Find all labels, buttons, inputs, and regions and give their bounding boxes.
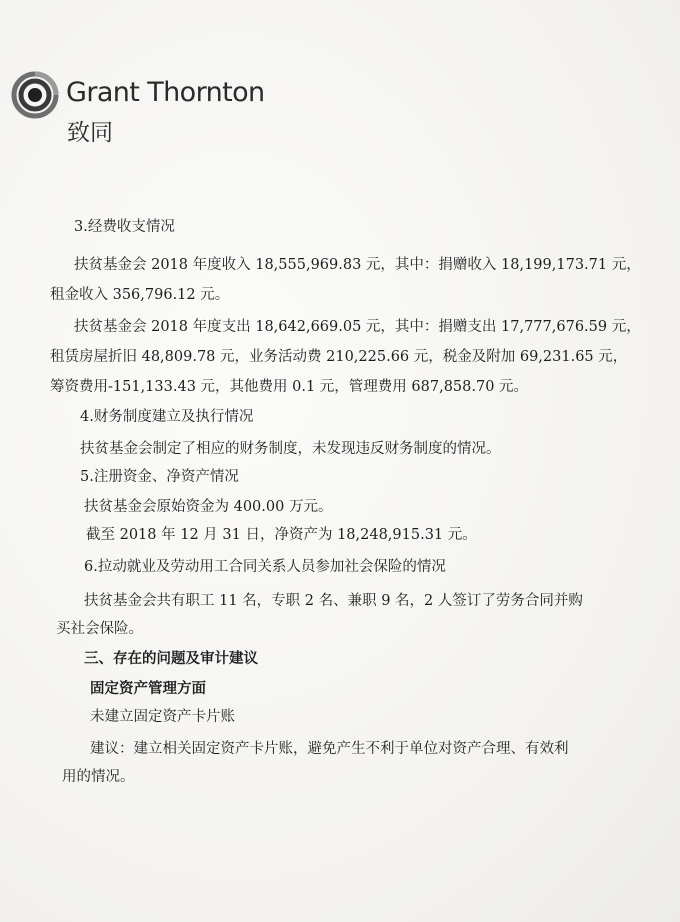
grant-thornton-logo bbox=[11, 67, 311, 147]
brand-name: Grant Thornton bbox=[66, 77, 265, 108]
section-5-body: 截至 2018 年 12 月 31 日，净资产为 18,248,915.31 元。 bbox=[86, 527, 477, 543]
grant-thornton-ring-logo-icon bbox=[11, 71, 59, 119]
section-5-heading: 5.注册资金、净资产情况 bbox=[80, 469, 239, 485]
section-4-heading: 4.财务制度建立及执行情况 bbox=[80, 409, 254, 425]
income-paragraph-line: 扶贫基金会 2018 年度收入 18,555,969.83 元，其中：捐赠收入 18,199,173.71 元， bbox=[74, 257, 641, 273]
section-4-body: 扶贫基金会制定了相应的财务制度，未发现违反财务制度的情况。 bbox=[80, 441, 501, 457]
section-5-body: 扶贫基金会原始资金为 400.00 万元。 bbox=[84, 499, 333, 515]
income-paragraph-line: 租金收入 356,796.12 元。 bbox=[50, 287, 230, 303]
section-6-body: 买社会保险。 bbox=[56, 621, 143, 637]
section-6-heading: 6.拉动就业及劳动用工合同关系人员参加社会保险的情况 bbox=[84, 559, 446, 575]
expense-paragraph-line: 筹资费用-151,133.43 元，其他费用 0.1 元，管理费用 687,858.70 元。 bbox=[50, 379, 529, 395]
section-3-heading: 3.经费收支情况 bbox=[74, 219, 175, 235]
brand-chinese-name: 致同 bbox=[67, 120, 113, 146]
suggestion-line: 用的情况。 bbox=[62, 769, 135, 785]
fixed-assets-issue: 未建立固定资产卡片账 bbox=[90, 709, 235, 725]
fixed-assets-heading: 固定资产管理方面 bbox=[90, 680, 206, 697]
suggestion-line: 建议：建立相关固定资产卡片账，避免产生不利于单位对资产合理、有效利 bbox=[90, 741, 569, 757]
expense-paragraph-line: 租赁房屋折旧 48,809.78 元，业务活动费 210,225.66 元，税金及附加 69,231.65 元， bbox=[50, 349, 628, 365]
expense-paragraph-line: 扶贫基金会 2018 年度支出 18,642,669.05 元，其中：捐赠支出 17,777,676.59 元， bbox=[74, 319, 641, 335]
section-6-body: 扶贫基金会共有职工 11 名，专职 2 名、兼职 9 名，2 人签订了劳务合同并购 bbox=[84, 593, 583, 609]
part-3-heading: 三、存在的问题及审计建议 bbox=[84, 650, 258, 667]
